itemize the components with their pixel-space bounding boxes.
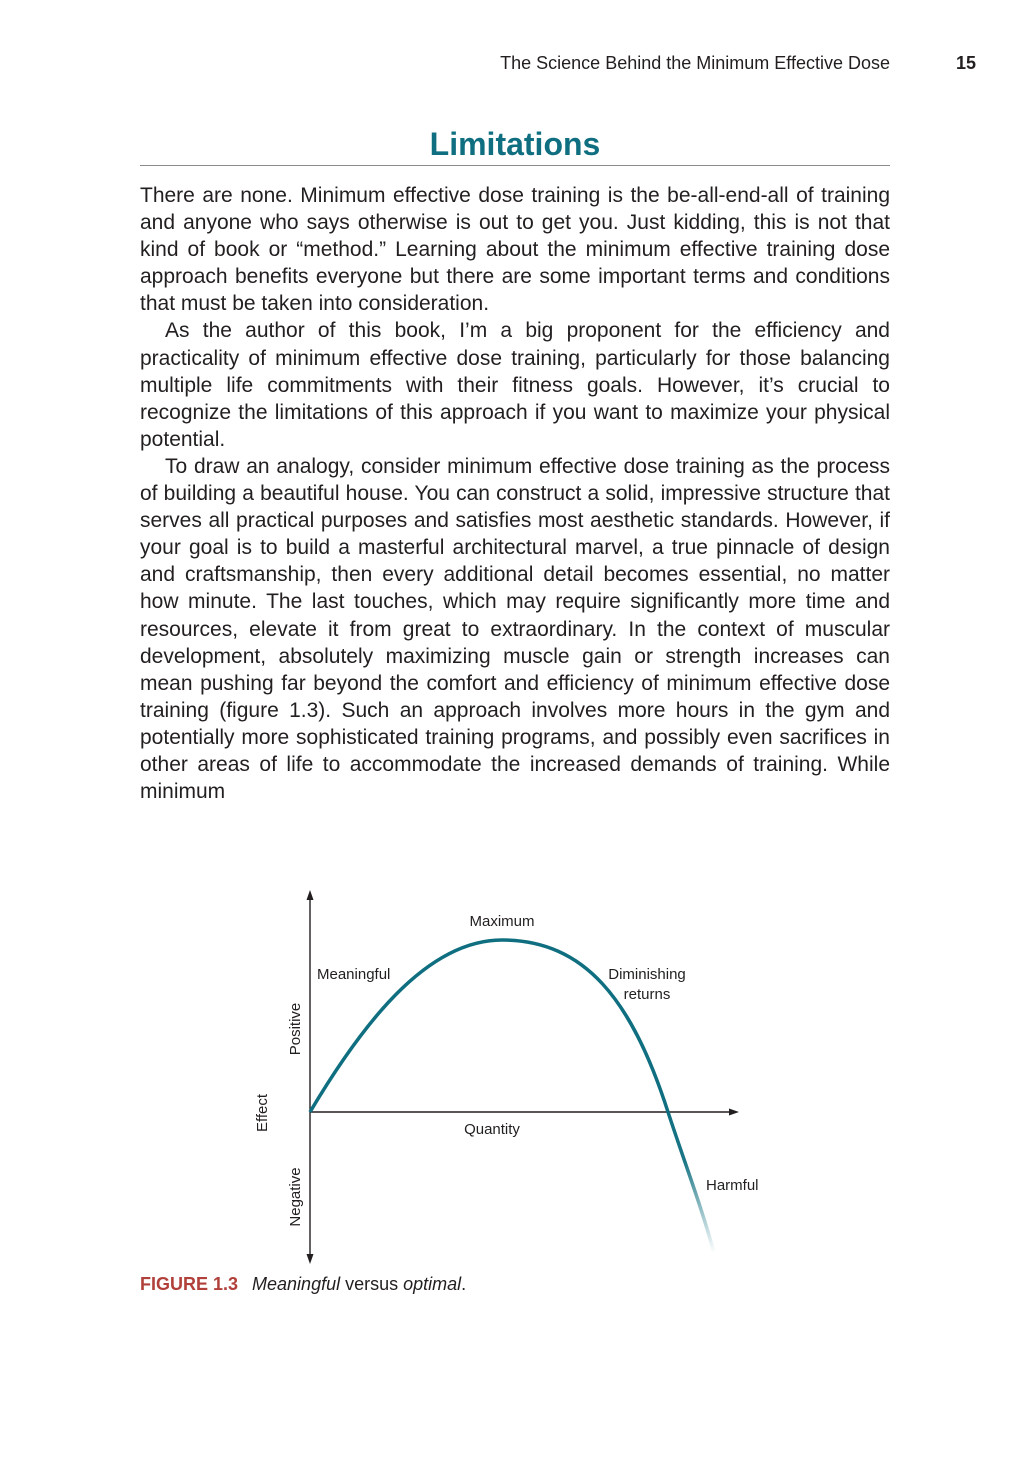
effect-axis-arrow-up xyxy=(307,890,314,900)
label-maximum: Maximum xyxy=(469,913,535,930)
caption-middle: versus xyxy=(340,1274,404,1294)
effect-axis-arrow-down xyxy=(307,1254,314,1264)
caption-italic-meaningful: Meaningful xyxy=(252,1274,341,1294)
quantity-axis-arrow xyxy=(729,1109,739,1116)
caption-end: . xyxy=(461,1274,467,1294)
label-positive: Positive xyxy=(287,1002,304,1056)
page-number: 15 xyxy=(955,53,976,73)
figure-1-3 xyxy=(240,878,800,1278)
label-quantity: Quantity xyxy=(464,1121,520,1138)
title-rule xyxy=(140,165,890,166)
paragraph-1: There are none. Minimum effective dose training is the be-all-end-all of training and anyone who says otherwise is out to get you. Just kidding, this is not that kind of book or “method.” Learning about the minimum effective training dose approach benefits everyone but there are some important terms and conditions that must be taken into consideration. xyxy=(140,184,890,316)
label-effect: Effect xyxy=(254,1093,271,1133)
effect-quantity-diagram xyxy=(240,878,800,1278)
caption-italic-optimal: optimal xyxy=(403,1274,462,1294)
paragraph-3: To draw an analogy, consider minimum effective dose training as the process of building a beautiful house. You can construct a solid, impressive structure that serves all practical purposes and satisfies most aesthetic standards. However, if your goal is to build a masterful architectural marvel, a true pinnacle of design and craftsmanship, then every additional detail becomes essential, no matter how minute. The last touches, which may require significantly more time and resources, elevate it from great to extraordinary. In the context of muscular development, absolutely maximizing muscle gain or strength increases can mean pushing far beyond the comfort and efficiency of minimum effective dose training (figure 1.3). Such an approach involves more hours in the gym and potentially more sophisticated training programs, and possibly even sacrifices in other areas of life to accommodate the increased demands of training. While minimum xyxy=(140,454,890,804)
body-text xyxy=(140,182,890,805)
running-head: The Science Behind the Minimum Effective Dose xyxy=(500,53,890,73)
label-meaningful: Meaningful xyxy=(317,966,391,983)
label-diminishing: Diminishing xyxy=(608,966,686,983)
label-returns: returns xyxy=(623,986,671,1003)
paragraph-2: As the author of this book, I’m a big proponent for the efficiency and practicality of minimum effective dose training, particularly for those balancing multiple life commitments with their fitness goals. However, it’s crucial to recognize the limitations of this approach if you want to maximize your physical potential. xyxy=(140,319,890,451)
figure-caption xyxy=(140,1274,466,1295)
figure-number: FIGURE 1.3 xyxy=(140,1274,239,1294)
section-title: Limitations xyxy=(429,126,601,162)
caption-text xyxy=(252,1274,466,1294)
label-harmful: Harmful xyxy=(706,1177,759,1194)
label-negative: Negative xyxy=(287,1167,304,1227)
